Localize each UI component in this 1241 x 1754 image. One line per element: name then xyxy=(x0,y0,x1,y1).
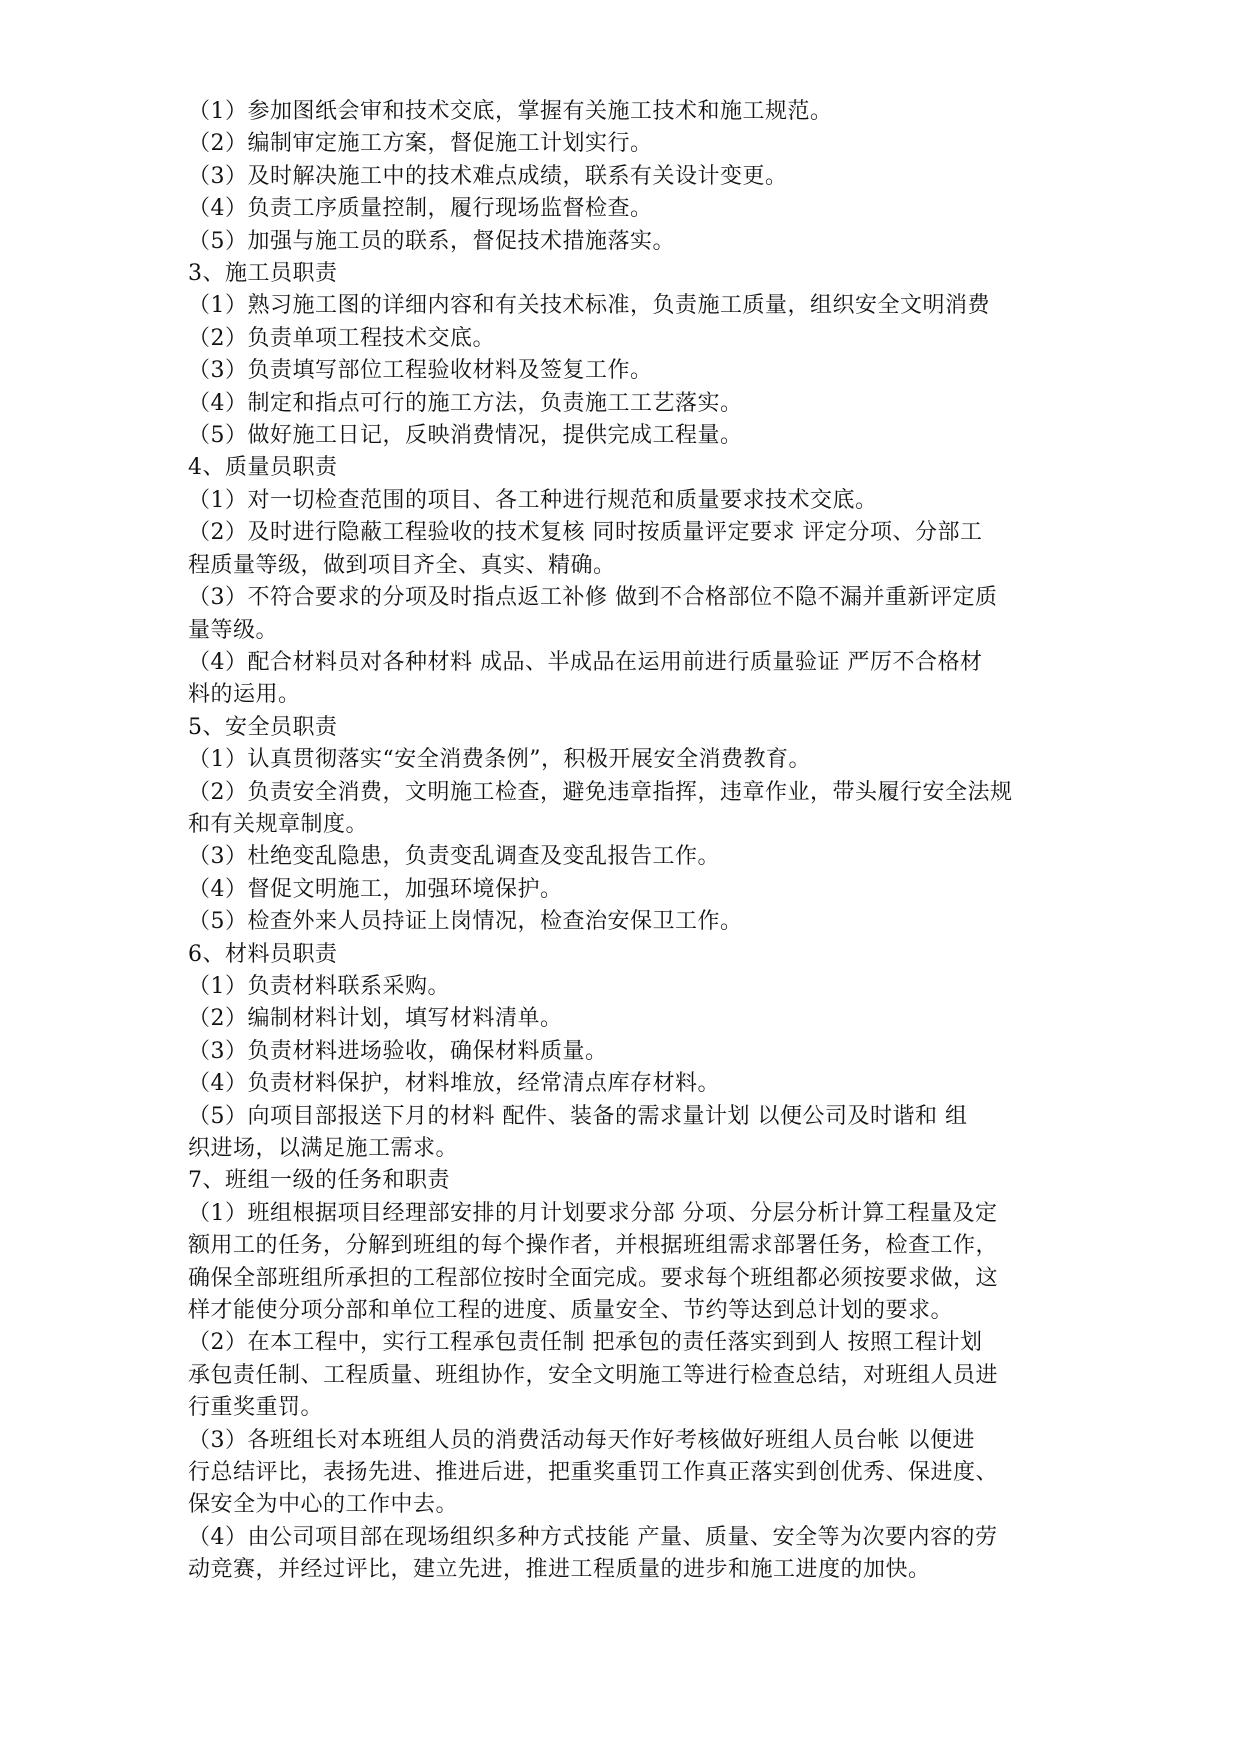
duty-item xyxy=(188,193,1081,225)
text-line: （2）负责单项工程技术交底。 xyxy=(188,325,495,351)
text-line: 4、质量员职责 xyxy=(188,455,338,481)
text-line: （5）做好施工日记，反映消费情况，提供完成工程量。 xyxy=(188,423,743,449)
duty-item xyxy=(188,647,1081,712)
text-line: 6、材料员职责 xyxy=(188,941,338,967)
duty-item xyxy=(188,1327,1081,1424)
text-line: 确保全部班组所承担的工程部位按时全面完成。要求每个班组都必须按要求做，这 xyxy=(188,1265,999,1291)
text-line: （3）负责材料进场验收，确保材料质量。 xyxy=(188,1038,608,1064)
duty-item xyxy=(188,517,1081,582)
duty-item xyxy=(188,96,1081,128)
duty-item xyxy=(188,1068,1081,1100)
duty-item xyxy=(188,420,1081,452)
text-line: 动竞赛，并经过评比，建立先进，推进工程质量的进步和施工进度的加快。 xyxy=(188,1557,931,1583)
duty-item xyxy=(188,841,1081,873)
text-line: （3）及时解决施工中的技术难点成绩，联系有关设计变更。 xyxy=(188,163,788,189)
duty-item xyxy=(188,485,1081,517)
text-line: （5）加强与施工员的联系，督促技术措施落实。 xyxy=(188,228,675,254)
text-line: （3）杜绝变乱隐患，负责变乱调查及变乱报告工作。 xyxy=(188,844,720,870)
duty-item xyxy=(188,1036,1081,1068)
text-line: 和有关规章制度。 xyxy=(188,811,369,837)
text-line: （3）负责填写部位工程验收材料及签复工作。 xyxy=(188,358,653,384)
text-line: 额用工的任务，分解到班组的每个操作者，并根据班组需求部署任务，检查工作， xyxy=(188,1233,999,1259)
text-line: 3、施工员职责 xyxy=(188,261,338,287)
section-heading xyxy=(188,452,1081,484)
text-line: （1）对一切检查范围的项目、各工种进行规范和质量要求技术交底。 xyxy=(188,487,878,513)
text-line: （2）在本工程中，实行工程承包责任制 把承包的责任落实到到人 按照工程计划 xyxy=(188,1330,983,1356)
section-heading xyxy=(188,712,1081,744)
duty-item xyxy=(188,161,1081,193)
duty-item xyxy=(188,777,1081,842)
duty-item xyxy=(188,323,1081,355)
text-line: 行重奖重罚。 xyxy=(188,1395,324,1421)
text-line: （1）班组根据项目经理部安排的月计划要求分部 分项、分层分析计算工程量及定 xyxy=(188,1200,998,1226)
text-line: （2）编制审定施工方案，督促施工计划实行。 xyxy=(188,131,653,157)
section-heading xyxy=(188,258,1081,290)
duty-item xyxy=(188,128,1081,160)
text-line: （5）检查外来人员持证上岗情况，检查治安保卫工作。 xyxy=(188,909,743,935)
text-line: 样才能使分项分部和单位工程的进度、质量安全、节约等达到总计划的要求。 xyxy=(188,1298,954,1324)
section-heading xyxy=(188,1165,1081,1197)
text-line: （4）负责材料保护，材料堆放，经常清点库存材料。 xyxy=(188,1071,720,1097)
text-line: （2）及时进行隐蔽工程验收的技术复核 同时按质量评定要求 评定分项、分部工 xyxy=(188,520,983,546)
text-line: 保安全为中心的工作中去。 xyxy=(188,1492,459,1518)
duty-item xyxy=(188,1425,1081,1522)
text-line: （2）编制材料计划，填写材料清单。 xyxy=(188,1006,563,1032)
duty-item xyxy=(188,1198,1081,1328)
duty-item xyxy=(188,355,1081,387)
duty-item xyxy=(188,971,1081,1003)
text-line: （4）由公司项目部在现场组织多种方式技能 产量、质量、安全等为次要内容的劳 xyxy=(188,1524,998,1550)
text-line: 行总结评比，表扬先进、推进后进，把重奖重罚工作真正落实到创优秀、保进度、 xyxy=(188,1460,999,1486)
duty-item xyxy=(188,906,1081,938)
text-line: 量等级。 xyxy=(188,617,279,643)
text-line: （4）负责工序质量控制，履行现场监督检查。 xyxy=(188,196,653,222)
text-line: 织进场，以满足施工需求。 xyxy=(188,1136,459,1161)
duty-item xyxy=(188,1101,1081,1166)
duty-item xyxy=(188,226,1081,258)
section-heading xyxy=(188,939,1081,971)
text-line: （5）向项目部报送下月的材料 配件、装备的需求量计划 以便公司及时谐和 组 xyxy=(188,1103,968,1129)
text-line: 承包责任制、工程质量、班组协作，安全文明施工等进行检查总结，对班组人员进 xyxy=(188,1362,999,1388)
text-line: 程质量等级，做到项目齐全、真实、精确。 xyxy=(188,552,616,578)
text-line: （1）负责材料联系采购。 xyxy=(188,973,450,999)
duty-item xyxy=(188,1522,1081,1587)
text-line: 5、安全员职责 xyxy=(188,714,338,740)
text-line: （4）督促文明施工，加强环境保护。 xyxy=(188,876,563,902)
text-line: （3）不符合要求的分项及时指点返工补修 做到不合格部位不隐不漏并重新评定质 xyxy=(188,585,998,611)
duty-item xyxy=(188,582,1081,647)
text-line: 7、班组一级的任务和职责 xyxy=(188,1168,450,1194)
text-line: （4）配合材料员对各种材料 成品、半成品在运用前进行质量验证 严厉不合格材 xyxy=(188,649,983,675)
text-line: （4）制定和指点可行的施工方法，负责施工工艺落实。 xyxy=(188,390,743,416)
duty-item xyxy=(188,388,1081,420)
duty-item xyxy=(188,1003,1081,1035)
text-line: （1）熟习施工图的详细内容和有关技术标准，负责施工质量，组织安全文明消费 xyxy=(188,293,990,319)
text-line: （2）负责安全消费，文明施工检查，避免违章指挥，违章作业，带头履行安全法规 xyxy=(188,779,1013,805)
text-line: （1）认真贯彻落实“安全消费条例”，积极开展安全消费教育。 xyxy=(188,747,811,773)
duty-item xyxy=(188,874,1081,906)
text-line: （1）参加图纸会审和技术交底，掌握有关施工技术和施工规范。 xyxy=(188,99,833,124)
document-body xyxy=(188,96,1081,1587)
duty-item xyxy=(188,290,1081,322)
text-line: 料的运用。 xyxy=(188,682,301,708)
text-line: （3）各班组长对本班组人员的消费活动每天作好考核做好班组人员台帐 以便进 xyxy=(188,1427,975,1453)
duty-item xyxy=(188,744,1081,776)
